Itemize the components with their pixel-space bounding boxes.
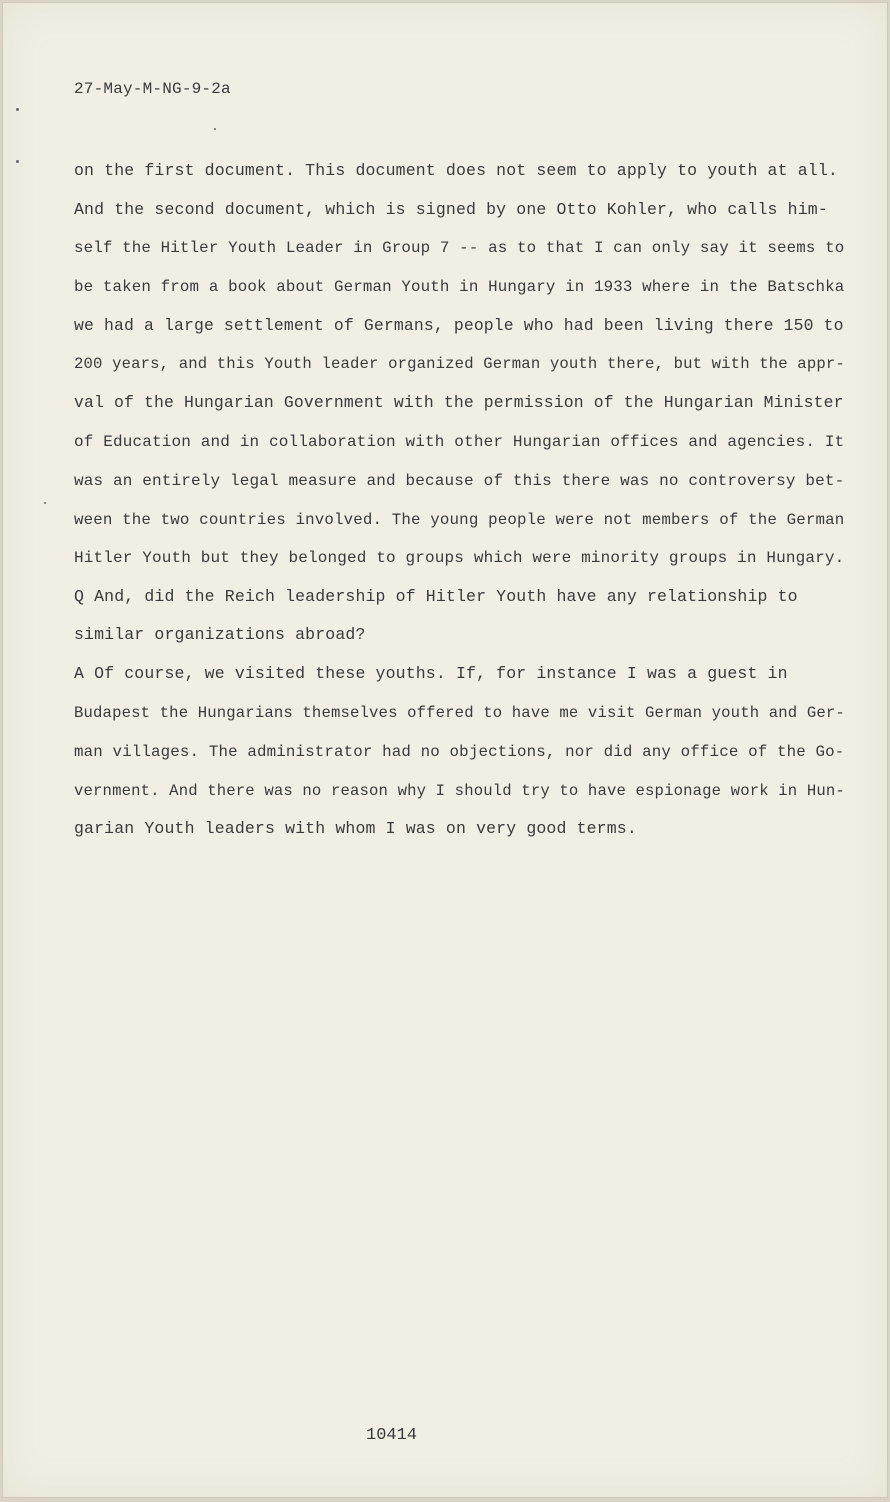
question-line: Q And, did the Reich leadership of Hitler Youth have any relationship to bbox=[74, 587, 798, 606]
text-line: vernment. And there was no reason why I should try to have espionage work in Hun- bbox=[74, 782, 845, 800]
text-line: val of the Hungarian Government with the permission of the Hungarian Minister bbox=[74, 393, 844, 412]
answer-line: A Of course, we visited these youths. If, for instance I was a guest in bbox=[74, 664, 788, 683]
text-line: ween the two countries involved. The young people were not members of the German bbox=[74, 511, 845, 529]
margin-dot bbox=[44, 502, 46, 504]
text-line: Hitler Youth but they belonged to groups which were minority groups in Hungary. bbox=[74, 549, 845, 567]
text-line: 200 years, and this Youth leader organized German youth there, but with the appr- bbox=[74, 355, 845, 373]
text-line: And the second document, which is signed by one Otto Kohler, who calls him- bbox=[74, 200, 828, 219]
text-line: on the first document. This document does not seem to apply to youth at all. bbox=[74, 161, 838, 180]
margin-dot bbox=[16, 160, 19, 163]
document-reference: 27-May-M-NG-9-2a bbox=[74, 80, 231, 98]
text-line: was an entirely legal measure and because of this there was no controversy bet- bbox=[74, 472, 845, 490]
document-page bbox=[2, 2, 888, 1498]
text-line: self the Hitler Youth Leader in Group 7 -- as to that I can only say it seems to bbox=[74, 239, 845, 257]
text-line: be taken from a book about German Youth in Hungary in 1933 where in the Batschka bbox=[74, 278, 845, 296]
page-number: 10414 bbox=[366, 1426, 418, 1445]
text-line: we had a large settlement of Germans, people who had been living there 150 to bbox=[74, 316, 844, 335]
text-line: man villages. The administrator had no objections, nor did any office of the Go- bbox=[74, 743, 845, 761]
text-line: of Education and in collaboration with other Hungarian offices and agencies. It bbox=[74, 433, 845, 451]
text-line: garian Youth leaders with whom I was on very good terms. bbox=[74, 819, 637, 838]
margin-dot bbox=[16, 108, 19, 111]
margin-dot bbox=[214, 128, 216, 130]
text-line: Budapest the Hungarians themselves offered to have me visit German youth and Ger- bbox=[74, 704, 845, 722]
text-line: similar organizations abroad? bbox=[74, 625, 366, 644]
